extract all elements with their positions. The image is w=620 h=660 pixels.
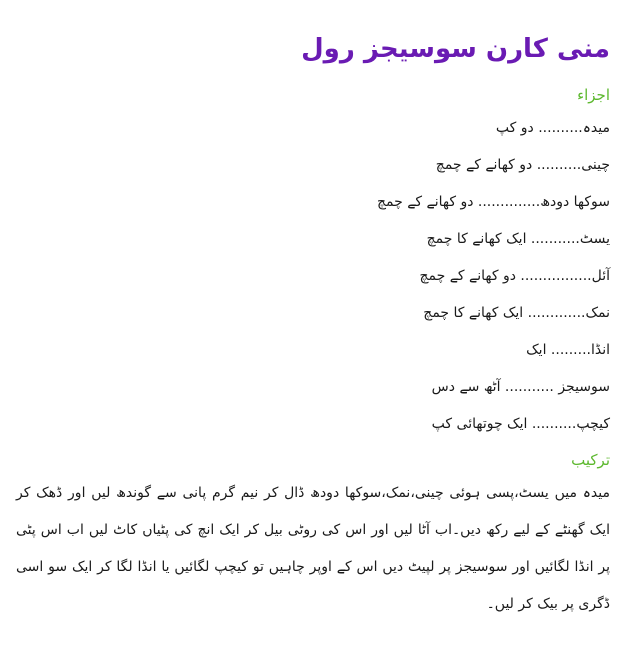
ingredients-heading: اجزاء xyxy=(577,86,610,104)
ingredient-item: سوکھا دودھ.............. دو کھانے کے چمچ xyxy=(376,194,610,210)
method-heading: ترکیب xyxy=(571,451,610,469)
ingredient-item: آئل................ دو کھانے کے چمچ xyxy=(419,268,610,284)
ingredient-item: انڈا......... ایک xyxy=(526,342,610,358)
method-paragraph: میدہ میں یسٹ،پسی ہوئی چینی،نمک،سوکھا دودھ ڈال کر نیم گرم پانی سے گوندھ لیں اور ڈھک کر ایک گھنٹے کے لیے رکھ دیں۔اب آٹا لیں اور اس کی روٹی بیل کر ایک انچ کی پٹیاں کاٹ لیں اب اس پٹی پر انڈا لگائیں اور سوسیجز پر لپیٹ دیں اس کے اوپر چاہیں تو کیچپ لگائیں یا انڈا لگا کر ایک سو اسی ڈگری پر بیک کر لیں۔ xyxy=(16,485,610,612)
ingredients-list xyxy=(12,110,610,443)
ingredient-item: چینی.......... دو کھانے کے چمچ xyxy=(435,157,610,173)
ingredient-item: کیچپ.......... ایک چوتھائی کپ xyxy=(431,416,610,432)
page-title: منی کارن سوسیجز رول xyxy=(301,34,610,64)
ingredient-item: سوسیجز ........... آٹھ سے دس xyxy=(431,379,610,395)
ingredient-item: میدہ.......... دو کپ xyxy=(495,120,610,136)
ingredient-item: نمک............. ایک کھانے کا چمچ xyxy=(423,305,610,321)
ingredient-item: یسٹ........... ایک کھانے کا چمچ xyxy=(426,231,610,247)
